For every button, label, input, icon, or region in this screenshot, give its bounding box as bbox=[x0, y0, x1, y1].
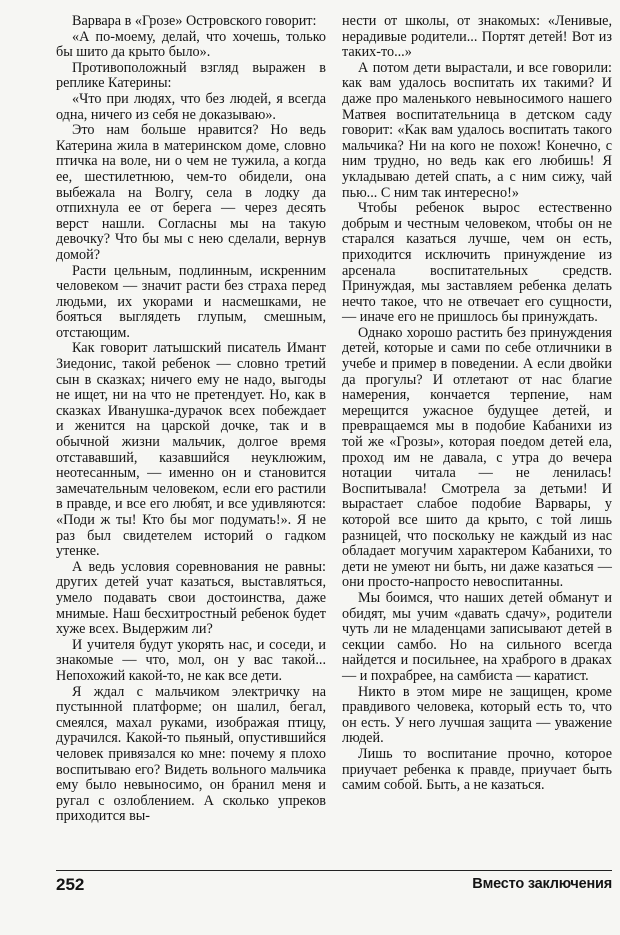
paragraph: Однако хорошо растить без принуждения детей, которые и сами по себе отличники в учебе и пример в поведении. А если двойки да прогулы? И отлетают от нас благие намерения, кончается терпение, нам мерещится ужасное будущее детей, и превращаемся мы в подобие Кабанихи из той же «Грозы», которая поедом детей ела, проход им не давала, с утра до вечера нотации читала — не ленилась! Воспитывала! Смотрела за детьми! И вырастает слабое подобие Варвары, у которой все шито да крыто, с той лишь разницей, что поскольку не каждый из нас обладает могучим характером Кабанихи, то дети не умеют ни быть, ни даже казаться — они просто-напросто невоспитанны. bbox=[342, 324, 612, 591]
left-text-column bbox=[56, 14, 326, 825]
paragraph: Варвара в «Грозе» Островского говорит: bbox=[72, 13, 317, 29]
paragraph: Мы боимся, что наших детей обманут и обидят, мы учим «давать сдачу», родители чуть ли не младенцами записывают детей в секции самбо. Но на сильного всегда найдется и посильнее, на храброго в драках — и похрабрее, на самбиста — каратист. bbox=[342, 589, 612, 684]
quote-paragraph: «Что при людях, что без людей, я всегда одна, ничего из себя не доказываю». bbox=[56, 90, 326, 123]
running-title: Вместо заключения bbox=[472, 876, 612, 892]
paragraph: А ведь условия соревнования не равны: других детей учат казаться, выставляться, умело подавать свои достоинства, даже мнимые. Наш бесхитростный ребенок будет хуже всех. Выдержим ли? bbox=[56, 558, 326, 638]
paragraph: Противоположный взгляд выражен в реплике Катерины: bbox=[56, 59, 326, 92]
paragraph: Расти цельным, подлинным, искренним человеком — значит расти без страха перед людьми, их укорами и насмешками, не бояться выглядеть глупым, смешным, отстающим. bbox=[56, 262, 326, 341]
paragraph: Никто в этом мире не защищен, кроме правдивого человека, который есть то, что он есть. У него лучшая защита — уважение людей. bbox=[342, 683, 612, 747]
paragraph: Как говорит латышский писатель Имант Зиедонис, такой ребенок — словно третий сын в сказках; ничего ему не надо, выгоды не ищет, ни на что не претендует. Но, как в сказках Иванушка-дурачок всех побеждает и женится на царской дочке, так и в обычной жизни мальчик, долгое время отстававший, казавшийся неуклюжим, неотесанным, — именно он и становится замечательным человеком, если его растили в правде, и все его любят, и все удивляются: «Поди ж ты! Кто бы мог подумать!». Я не раз был свидетелем историй о гадком утенке. bbox=[56, 340, 326, 560]
paragraph: А потом дети вырастали, и все говорили: как вам удалось воспитать их такими? И даже про маленького невыносимого нашего Матвея воспитательница в детском саду говорит: «Как вам удалось воспитать такого мальчика? Ни на кого не похож! Конечно, с ним трудно, но ведь как его любишь! Я укладываю детей спать, а с ним сижу, чай пью... С ним так интересно!» bbox=[342, 59, 612, 201]
paragraph: Это нам больше нравится? Но ведь Катерина жила в материнском доме, словно птичка на воле, ни о чем не тужила, а когда ее, шестилетнюю, чем-то обидели, она выбежала на Волгу, села в лодку да отпихнула ее от берега — через десять верст нашли. Согласны мы на такую девочку? Что бы мы с нею сделали, вернув домой? bbox=[56, 122, 326, 263]
right-text-column bbox=[342, 14, 612, 794]
paragraph: И учителя будут укорять нас, и соседи, и знакомые — что, мол, он у вас такой... Непохожий какой-то, не как все дети. bbox=[56, 636, 326, 684]
page-footer bbox=[56, 870, 612, 893]
paragraph: Лишь то воспитание прочно, которое приучает ребенка к правде, приучает быть самим собой. Быть, а не казаться. bbox=[342, 745, 612, 794]
continued-paragraph: нести от школы, от знакомых: «Ленивые, нерадивые родители... Портят детей! Вот из таких-то...» bbox=[342, 13, 612, 61]
quote-paragraph: «А по-моему, делай, что хочешь, только бы шито да крыто было». bbox=[56, 28, 326, 61]
page-number: 252 bbox=[56, 875, 85, 894]
paragraph: Чтобы ребенок вырос естественно добрым и честным человеком, чтобы он не старался казаться лучше, чем он есть, приходится исключить принуждение из арсенала воспитательных средств. Принуждая, мы заставляем ребенка делать нечто такое, что не отвечает его сущности, — иначе его не пришлось бы принуждать. bbox=[342, 200, 612, 326]
paragraph: Я ждал с мальчиком электричку на пустынной платформе; он шалил, бегал, смеялся, махал руками, изображая птицу, дурачился. Какой-то пьяный, опустившийся человек привязался ко мне: почему я плохо воспитываю его? Видеть вольного мальчика ему было невыносимо, он бранил меня и ругал с озлоблением. А сколько упреков приходится вы- bbox=[56, 683, 326, 825]
